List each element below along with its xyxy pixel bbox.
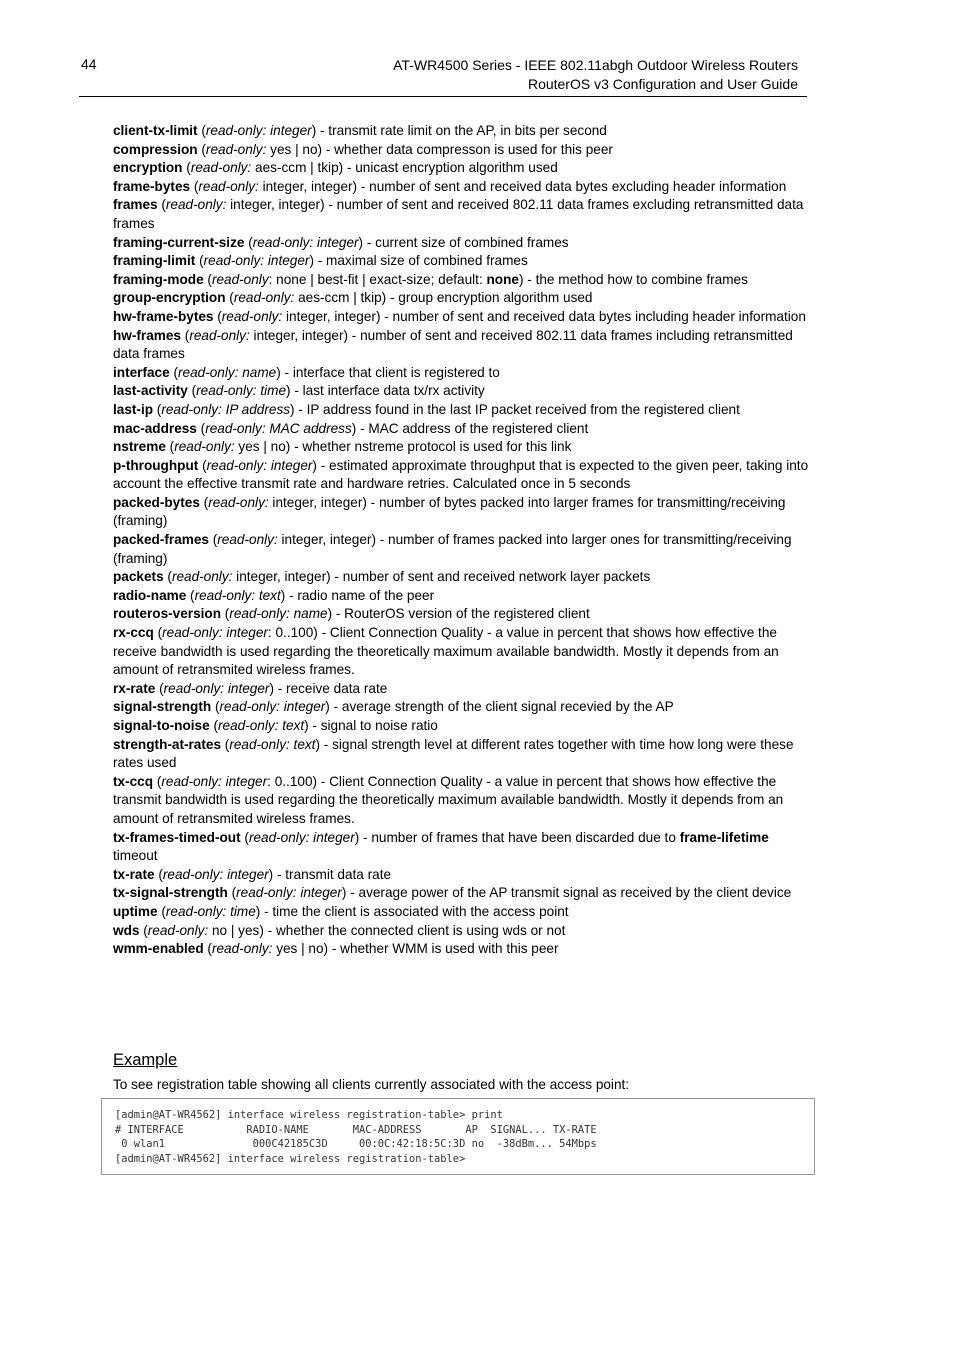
property-type: read-only: — [198, 178, 259, 194]
property-name: client-tx-limit — [113, 123, 198, 138]
property-description: ) - last interface data tx/rx activity — [286, 383, 485, 399]
property-description: ) - transmit rate limit on the AP, in bits per second — [311, 123, 607, 138]
code-line: [admin@AT-WR4562] interface wireless registration-table> — [115, 1152, 466, 1165]
property-item: packets (read-only: integer, integer) - number of sent and received network layer packets — [113, 569, 651, 585]
property-name: uptime — [113, 903, 158, 919]
property-item: tx-ccq (read-only: integer: 0..100) - Client Connection Quality - a value in percent that shows how effective the transmit bandwidth is used regarding the theoretically maximum available bandwidth. Mostly it depends from an amount of retransmited wireless frames. — [113, 773, 784, 826]
property-item: tx-rate (read-only: integer) - transmit data rate — [113, 866, 392, 882]
property-type: read-only: integer — [203, 253, 310, 269]
property-type: read-only: integer — [161, 773, 268, 789]
property-item: interface (read-only: name) - interface that client is registered to — [113, 364, 500, 380]
property-description: ) - MAC address of the registered client — [351, 420, 589, 436]
property-name: signal-strength — [113, 699, 212, 715]
property-description: integer, integer) - number of sent and received data bytes including header information — [282, 308, 806, 324]
property-description: ) - IP address found in the last IP packet received from the registered client — [290, 401, 740, 417]
property-item: wds (read-only: no | yes) - whether the connected client is using wds or not — [113, 922, 566, 938]
property-type: read-only: text — [217, 718, 305, 733]
property-description: ) - time the client is associated with the access point — [255, 903, 569, 919]
property-description: ) - signal strength level at different rates together with time how long were these rates used — [113, 736, 794, 771]
property-list — [113, 122, 813, 959]
property-description: ) - average power of the AP transmit signal as received by the client device — [341, 885, 792, 901]
property-type: read-only: — [205, 141, 267, 157]
property-name: mac-address — [113, 420, 197, 436]
property-type: read-only: integer — [219, 699, 326, 715]
property-name: compression — [113, 141, 198, 157]
property-item: frames (read-only: integer, integer) - number of sent and received 802.11 data frames excluding retransmitted data frames — [113, 197, 804, 231]
property-name: packed-bytes — [113, 494, 200, 510]
property-item: rx-rate (read-only: integer) - receive data rate — [113, 680, 388, 696]
property-type: read-only: — [174, 439, 235, 455]
property-description: aes-ccm | tkip) - group encryption algorithm used — [294, 290, 593, 306]
property-name: signal-to-noise — [113, 718, 210, 733]
property-item: framing-current-size (read-only: integer) - current size of combined frames — [113, 234, 569, 250]
property-type: read-only: time — [196, 383, 287, 399]
property-description: ) - RouterOS version of the registered client — [327, 606, 590, 622]
property-type: read-only: integer — [162, 625, 268, 641]
property-name: rx-ccq — [113, 625, 154, 641]
property-name: rx-rate — [113, 680, 156, 696]
property-description: : none | best-fit | exact-size; default: — [268, 271, 487, 287]
property-name: strength-at-rates — [113, 736, 222, 752]
property-item: last-ip (read-only: IP address) - IP address found in the last IP packet received from the registered client — [113, 401, 740, 417]
header-rule — [79, 96, 807, 97]
property-item: nstreme (read-only: yes | no) - whether nstreme protocol is used for this link — [113, 439, 572, 455]
property-type: read-only: — [189, 327, 250, 343]
code-block — [101, 1098, 815, 1175]
property-name: frames — [113, 197, 158, 213]
property-item: wmm-enabled (read-only: yes | no) - whether WMM is used with this peer — [113, 941, 559, 957]
property-emphasis: none — [486, 271, 519, 287]
example-intro: To see registration table showing all clients currently associated with the access point: — [113, 1077, 630, 1092]
property-name: p-throughput — [113, 457, 199, 473]
property-type: read-only: — [171, 569, 233, 585]
property-description: : 0..100) - Client Connection Quality - a value in percent that shows how effective the transmit bandwidth is used regarding the theoretically maximum available bandwidth. Mostly it depends from an amount of retransmited wireless frames. — [113, 773, 784, 826]
property-item: last-activity (read-only: time) - last interface data tx/rx activity — [113, 383, 485, 399]
property-name: group-encryption — [113, 290, 226, 306]
property-type: read-only: text — [194, 587, 281, 603]
code-line: [admin@AT-WR4562] interface wireless registration-table> print — [115, 1109, 503, 1121]
property-type: read-only: integer — [163, 680, 270, 696]
property-type: read-only: — [165, 197, 227, 213]
property-description: ) - interface that client is registered to — [276, 364, 500, 380]
property-description: ) - maximal size of combined frames — [309, 253, 528, 269]
property-item: tx-frames-timed-out (read-only: integer) - number of frames that have been discarded due to frame-lifetime timeout — [113, 829, 769, 864]
property-description: integer, integer) - number of sent and received 802.11 data frames excluding retransmitted data frames — [113, 197, 804, 231]
property-type: read-only — [211, 271, 269, 287]
property-description: integer, integer) - number of sent and received network layer packets — [232, 569, 651, 585]
property-item: framing-limit (read-only: integer) - maximal size of combined frames — [113, 253, 528, 269]
property-type: read-only: name — [229, 606, 328, 622]
property-item: uptime (read-only: time) - time the client is associated with the access point — [113, 903, 569, 919]
property-name: hw-frames — [113, 327, 181, 343]
property-item: encryption (read-only: aes-ccm | tkip) - unicast encryption algorithm used — [113, 160, 558, 176]
page-number: 44 — [81, 56, 97, 72]
property-name: routeros-version — [113, 606, 222, 622]
property-name: framing-limit — [113, 253, 196, 269]
property-item: routeros-version (read-only: name) - RouterOS version of the registered client — [113, 606, 590, 622]
property-name: interface — [113, 364, 170, 380]
property-item: framing-mode (read-only: none | best-fit | exact-size; default: none) - the method how to combine frames — [113, 271, 748, 287]
property-description: yes | no) - whether WMM is used with this peer — [272, 941, 559, 957]
header-title — [393, 56, 798, 94]
property-description: ) - current size of combined frames — [358, 234, 569, 250]
property-item: radio-name (read-only: text) - radio name of the peer — [113, 587, 435, 603]
property-description: : 0..100) - Client Connection Quality - a value in percent that shows how effective the receive bandwidth is used regarding the theoretically maximum available bandwidth. Mostly it depends from an amount of retransmited wireless frames. — [113, 625, 779, 678]
property-item: packed-frames (read-only: integer, integer) - number of frames packed into larger ones for transmitting/receiving (framing) — [113, 532, 792, 566]
property-description: integer, integer) - number of bytes packed into larger frames for transmitting/receiving (framing) — [113, 494, 786, 529]
property-name: packed-frames — [113, 532, 209, 548]
property-name: radio-name — [113, 587, 187, 603]
property-description: ) - number of frames that have been discarded due to — [354, 829, 680, 845]
example-heading: Example — [113, 1051, 178, 1069]
property-name: tx-signal-strength — [113, 885, 228, 901]
property-name: tx-rate — [113, 866, 155, 882]
property-name: tx-frames-timed-out — [113, 829, 241, 845]
property-type: read-only: integer — [162, 866, 269, 882]
property-item: compression (read-only: yes | no) - whether data compresson is used for this peer — [113, 141, 613, 157]
property-description: ) - average strength of the client signal recevied by the AP — [325, 699, 674, 715]
property-type: read-only: integer — [252, 234, 359, 250]
property-item: signal-to-noise (read-only: text) - signal to noise ratio — [113, 718, 438, 733]
property-name: encryption — [113, 160, 183, 176]
property-type: read-only: IP address — [161, 401, 291, 417]
property-item: p-throughput (read-only: integer) - estimated approximate throughput that is expected to the given peer, taking into account the effective transmit rate and hardware retries. Calculated once in 5 seconds — [113, 457, 809, 492]
property-type: read-only: integer — [236, 885, 342, 901]
property-item: signal-strength (read-only: integer) - average strength of the client signal recevied by the AP — [113, 699, 674, 715]
property-name: nstreme — [113, 439, 166, 455]
property-type: read-only: — [217, 532, 278, 548]
property-name: tx-ccq — [113, 773, 154, 789]
property-name: packets — [113, 569, 164, 585]
property-description: ) - signal to noise ratio — [304, 718, 438, 733]
property-item: rx-ccq (read-only: integer: 0..100) - Client Connection Quality - a value in percent that shows how effective the receive bandwidth is used regarding the theoretically maximum available bandwidth. Mostly it depends from an amount of retransmited wireless frames. — [113, 625, 779, 678]
property-type: read-only: integer — [248, 829, 355, 845]
property-item: client-tx-limit (read-only: integer) - transmit rate limit on the AP, in bits per second — [113, 123, 607, 138]
property-description: ) - receive data rate — [269, 680, 388, 696]
code-line: # INTERFACE RADIO-NAME MAC-ADDRESS AP SIGNAL... TX-RATE — [115, 1123, 597, 1136]
property-description: integer, integer) - number of sent and received 802.11 data frames including retransmitted data frames — [113, 327, 793, 362]
property-item: frame-bytes (read-only: integer, integer) - number of sent and received data bytes excluding header information — [113, 178, 787, 194]
header-title-line1: AT-WR4500 Series - IEEE 802.11abgh Outdoor Wireless Routers — [393, 57, 798, 73]
property-item: hw-frames (read-only: integer, integer) - number of sent and received 802.11 data frames including retransmitted data frames — [113, 327, 793, 362]
property-type: read-only: — [190, 160, 252, 176]
property-description: integer, integer) - number of sent and received data bytes excluding header information — [258, 178, 787, 194]
property-description: yes | no) - whether data compresson is used for this peer — [266, 141, 613, 157]
property-item: group-encryption (read-only: aes-ccm | tkip) - group encryption algorithm used — [113, 290, 593, 306]
property-type: read-only: text — [229, 736, 316, 752]
property-type: read-only: — [233, 290, 295, 306]
property-type: read-only: — [208, 494, 269, 510]
property-description: ) - radio name of the peer — [280, 587, 435, 603]
property-item: packed-bytes (read-only: integer, integer) - number of bytes packed into larger frames for transmitting/receiving (framing) — [113, 494, 786, 529]
property-name: frame-bytes — [113, 178, 191, 194]
code-line: 0 wlan1 000C42185C3D 00:0C:42:18:5C:3D no -38dBm... 54Mbps — [115, 1138, 597, 1150]
property-name: framing-mode — [113, 271, 204, 287]
property-item: mac-address (read-only: MAC address) - MAC address of the registered client — [113, 420, 589, 436]
property-description: integer, integer) - number of frames packed into larger ones for transmitting/receiving (framing) — [113, 532, 792, 566]
property-item: hw-frame-bytes (read-only: integer, integer) - number of sent and received data bytes including header information — [113, 308, 806, 324]
property-type: read-only: — [221, 308, 283, 324]
property-description-tail: timeout — [113, 848, 158, 864]
property-type: read-only: MAC address — [205, 420, 352, 436]
property-description-tail: ) - the method how to combine frames — [518, 271, 748, 287]
property-type: read-only: integer — [205, 123, 312, 138]
property-name: framing-current-size — [113, 234, 245, 250]
property-description: ) - estimated approximate throughput that is expected to the given peer, taking into account the effective transmit rate and hardware retries. Calculated once in 5 seconds — [113, 457, 809, 492]
property-type: read-only: integer — [206, 457, 313, 473]
property-type: read-only: time — [165, 903, 256, 919]
property-description: ) - transmit data rate — [268, 866, 392, 882]
property-description: no | yes) - whether the connected client is using wds or not — [208, 922, 566, 938]
property-description: yes | no) - whether nstreme protocol is used for this link — [234, 439, 572, 455]
property-name: last-activity — [113, 383, 188, 399]
property-type: read-only: — [211, 941, 273, 957]
property-type: read-only: name — [177, 364, 277, 380]
property-item: strength-at-rates (read-only: text) - signal strength level at different rates together with time how long were these rates used — [113, 736, 794, 771]
property-name: last-ip — [113, 401, 154, 417]
property-emphasis: frame-lifetime — [679, 829, 769, 845]
property-name: wds — [113, 922, 140, 938]
property-type: read-only: — [147, 922, 209, 938]
property-item: tx-signal-strength (read-only: integer) - average power of the AP transmit signal as received by the client device — [113, 885, 792, 901]
property-description: aes-ccm | tkip) - unicast encryption algorithm used — [251, 160, 558, 176]
property-name: hw-frame-bytes — [113, 308, 214, 324]
property-name: wmm-enabled — [113, 941, 204, 957]
header-title-line2: RouterOS v3 Configuration and User Guide — [527, 76, 798, 92]
